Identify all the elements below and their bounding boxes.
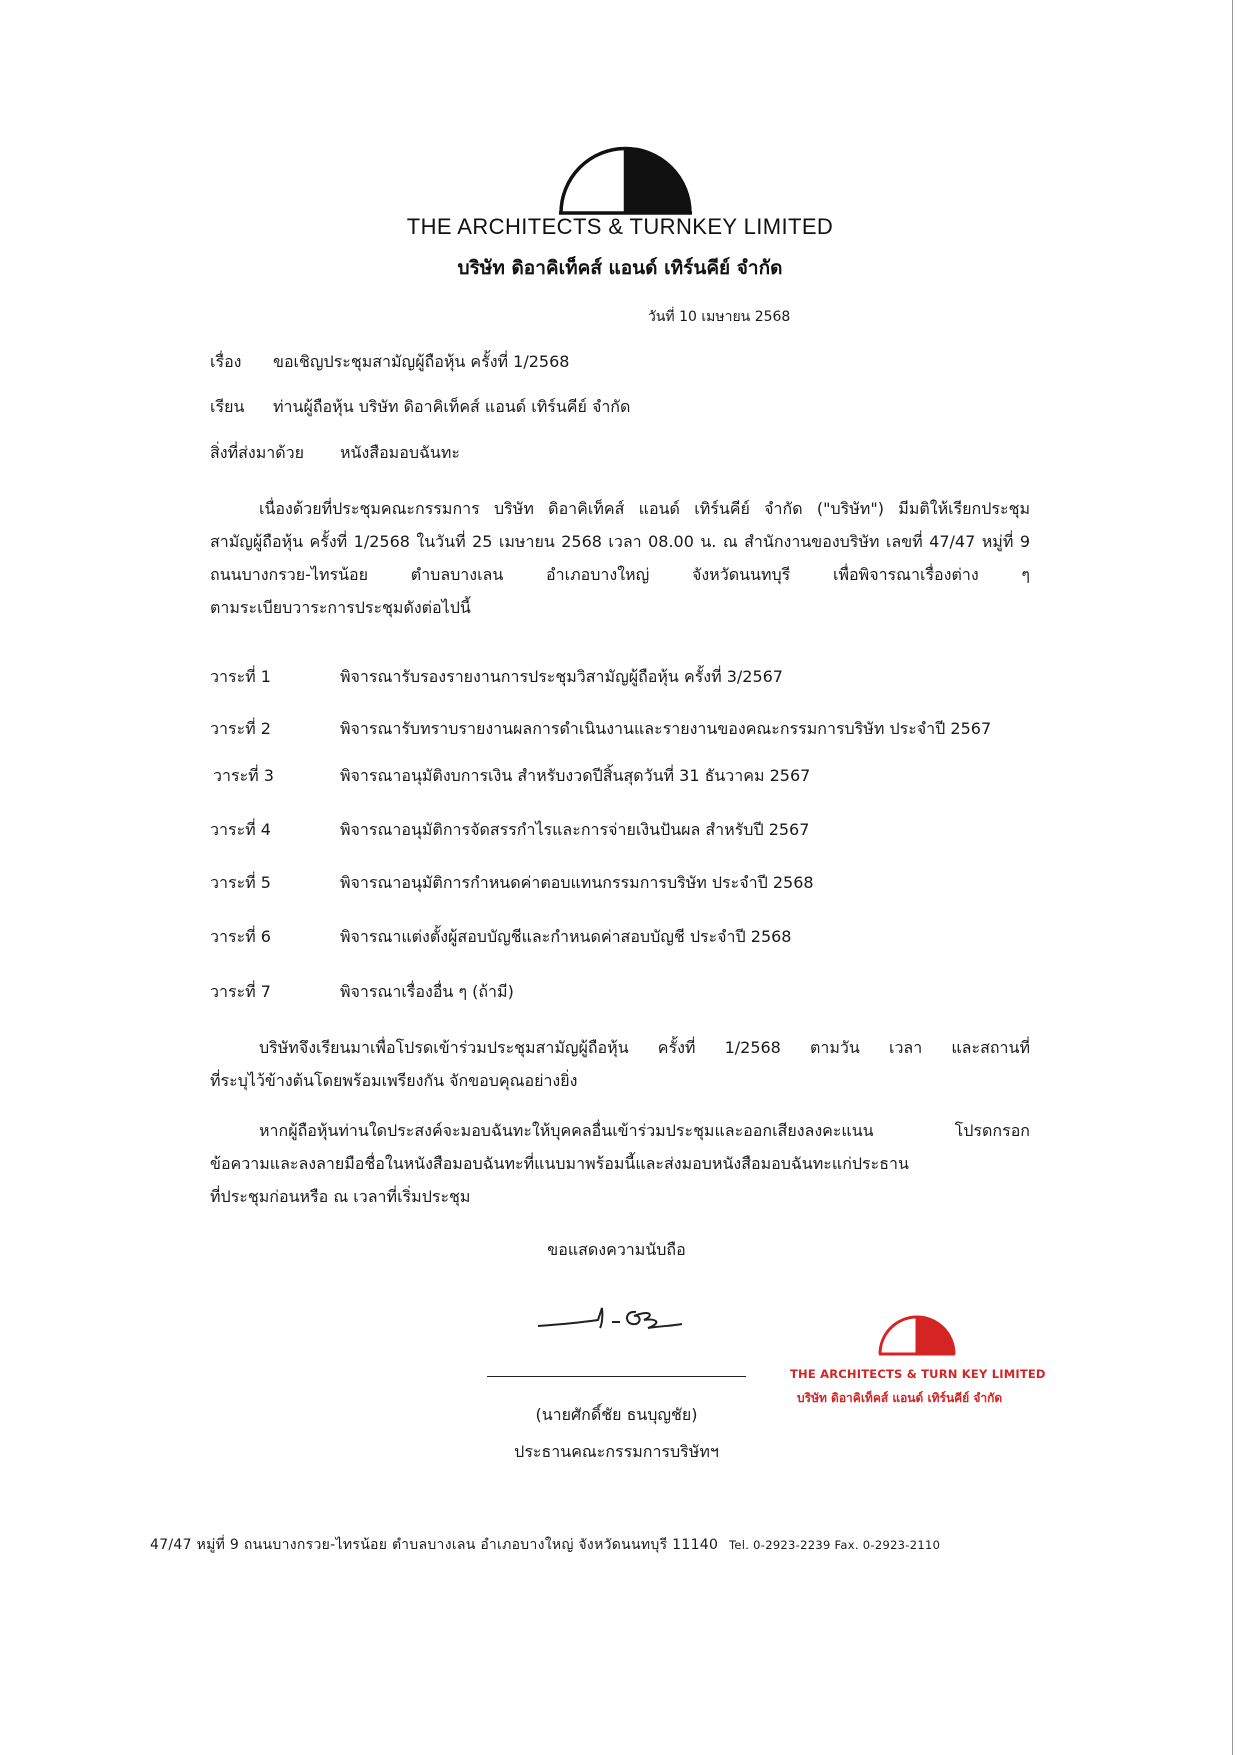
subject-label: เรื่อง	[210, 352, 242, 371]
stamp-company-thai: บริษัท ดิอาคิเท็คส์ แอนด์ เทิร์นคีย์ จำกัด	[797, 1391, 1003, 1405]
agenda-label: วาระที่ 1	[210, 667, 271, 686]
intro-line: ถนนบางกรวย-ไทรน้อย ตำบลบางเลน อำเภอบางใหญ่ จังหวัดนนทบุรี เพื่อพิจารณาเรื่องต่าง ๆ	[210, 565, 1030, 584]
agenda-label: วาระที่ 4	[210, 820, 271, 839]
proxy-line: ที่ประชุมก่อนหรือ ณ เวลาที่เริ่มประชุม	[210, 1187, 471, 1206]
intro-paragraph	[210, 492, 1030, 624]
agenda-text: พิจารณารับทราบรายงานผลการดำเนินงานและรายงานของคณะกรรมการบริษัท ประจำปี 2567	[340, 719, 992, 738]
proxy-line: หากผู้ถือหุ้นท่านใดประสงค์จะมอบฉันทะให้บุคคลอื่นเข้าร่วมประชุมและออกเสียงลงคะแนน โปรดกรอก	[259, 1121, 1030, 1140]
proxy-paragraph	[210, 1114, 1030, 1213]
agenda-text: พิจารณาแต่งตั้งผู้สอบบัญชีและกำหนดค่าสอบบัญชี ประจำปี 2568	[340, 927, 792, 946]
enclosure-value: หนังสือมอบฉันทะ	[340, 443, 460, 462]
signatory-title: ประธานคณะกรรมการบริษัทฯ	[514, 1442, 719, 1461]
handwritten-signature	[536, 1300, 686, 1340]
stamp-company-english: THE ARCHITECTS & TURN KEY LIMITED	[790, 1367, 1046, 1381]
agenda-text: พิจารณารับรองรายงานการประชุมวิสามัญผู้ถือหุ้น ครั้งที่ 3/2567	[340, 667, 783, 686]
agenda-label: วาระที่ 2	[210, 719, 271, 738]
company-stamp-logo	[877, 1312, 957, 1356]
agenda-text: พิจารณาเรื่องอื่น ๆ (ถ้ามี)	[340, 982, 514, 1001]
agenda-label: วาระที่ 6	[210, 927, 271, 946]
footer-address	[150, 1534, 940, 1556]
company-name-thai: บริษัท ดิอาคิเท็คส์ แอนด์ เทิร์นคีย์ จำกัด	[457, 257, 783, 279]
intro-line: ตามระเบียบวาระการประชุมดังต่อไปนี้	[210, 598, 471, 617]
signature-line	[487, 1376, 746, 1377]
invitation-line: บริษัทจึงเรียนมาเพื่อโปรดเข้าร่วมประชุมสามัญผู้ถือหุ้น ครั้งที่ 1/2568 ตามวัน เวลา และสถานที่	[259, 1038, 1030, 1057]
agenda-label: วาระที่ 7	[210, 982, 271, 1001]
enclosure-label: สิ่งที่ส่งมาด้วย	[210, 443, 304, 462]
agenda-text: พิจารณาอนุมัติการจัดสรรกำไรและการจ่ายเงินปันผล สำหรับปี 2567	[340, 820, 810, 839]
footer-address-text: 47/47 หมู่ที่ 9 ถนนบางกรวย-ไทรน้อย ตำบลบางเลน อำเภอบางใหญ่ จังหวัดนนทบุรี 11140	[150, 1537, 719, 1553]
recipient-label: เรียน	[210, 397, 245, 416]
agenda-label: วาระที่ 3	[213, 766, 274, 785]
intro-line: เนื่องด้วยที่ประชุมคณะกรรมการ บริษัท ดิอาคิเท็คส์ แอนด์ เทิร์นคีย์ จำกัด ("บริษัท") มีมติให้เรียกประชุม	[259, 499, 1030, 518]
proxy-line: ข้อความและลงลายมือชื่อในหนังสือมอบฉันทะที่แนบมาพร้อมนี้และส่งมอบหนังสือมอบฉันทะแก่ประธาน	[210, 1154, 909, 1173]
agenda-label: วาระที่ 5	[210, 873, 271, 892]
company-name-english: THE ARCHITECTS & TURNKEY LIMITED	[406, 214, 834, 239]
agenda-text: พิจารณาอนุมัติการกำหนดค่าตอบแทนกรรมการบริษัท ประจำปี 2568	[340, 873, 814, 892]
recipient-value: ท่านผู้ถือหุ้น บริษัท ดิอาคิเท็คส์ แอนด์ เทิร์นคีย์ จำกัด	[273, 397, 631, 416]
closing-text: ขอแสดงความนับถือ	[547, 1240, 686, 1259]
signatory-name: (นายศักดิ์ชัย ธนบุญชัย)	[535, 1405, 698, 1424]
agenda-text: พิจารณาอนุมัติงบการเงิน สำหรับงวดปีสิ้นสุดวันที่ 31 ธันวาคม 2567	[340, 766, 811, 785]
letter-date: วันที่ 10 เมษายน 2568	[648, 309, 791, 325]
subject-value: ขอเชิญประชุมสามัญผู้ถือหุ้น ครั้งที่ 1/2568	[273, 352, 570, 371]
invitation-line: ที่ระบุไว้ข้างต้นโดยพร้อมเพรียงกัน จักขอบคุณอย่างยิ่ง	[210, 1071, 578, 1090]
company-logo	[557, 143, 694, 215]
invitation-paragraph	[210, 1031, 1030, 1097]
footer-contact: Tel. 0-2923-2239 Fax. 0-2923-2110	[728, 1538, 941, 1552]
intro-line: สามัญผู้ถือหุ้น ครั้งที่ 1/2568 ในวันที่ 25 เมษายน 2568 เวลา 08.00 น. ณ สำนักงานของบริษัท เลขที่ 47/47 หมู่ที่ 9	[210, 532, 1031, 551]
